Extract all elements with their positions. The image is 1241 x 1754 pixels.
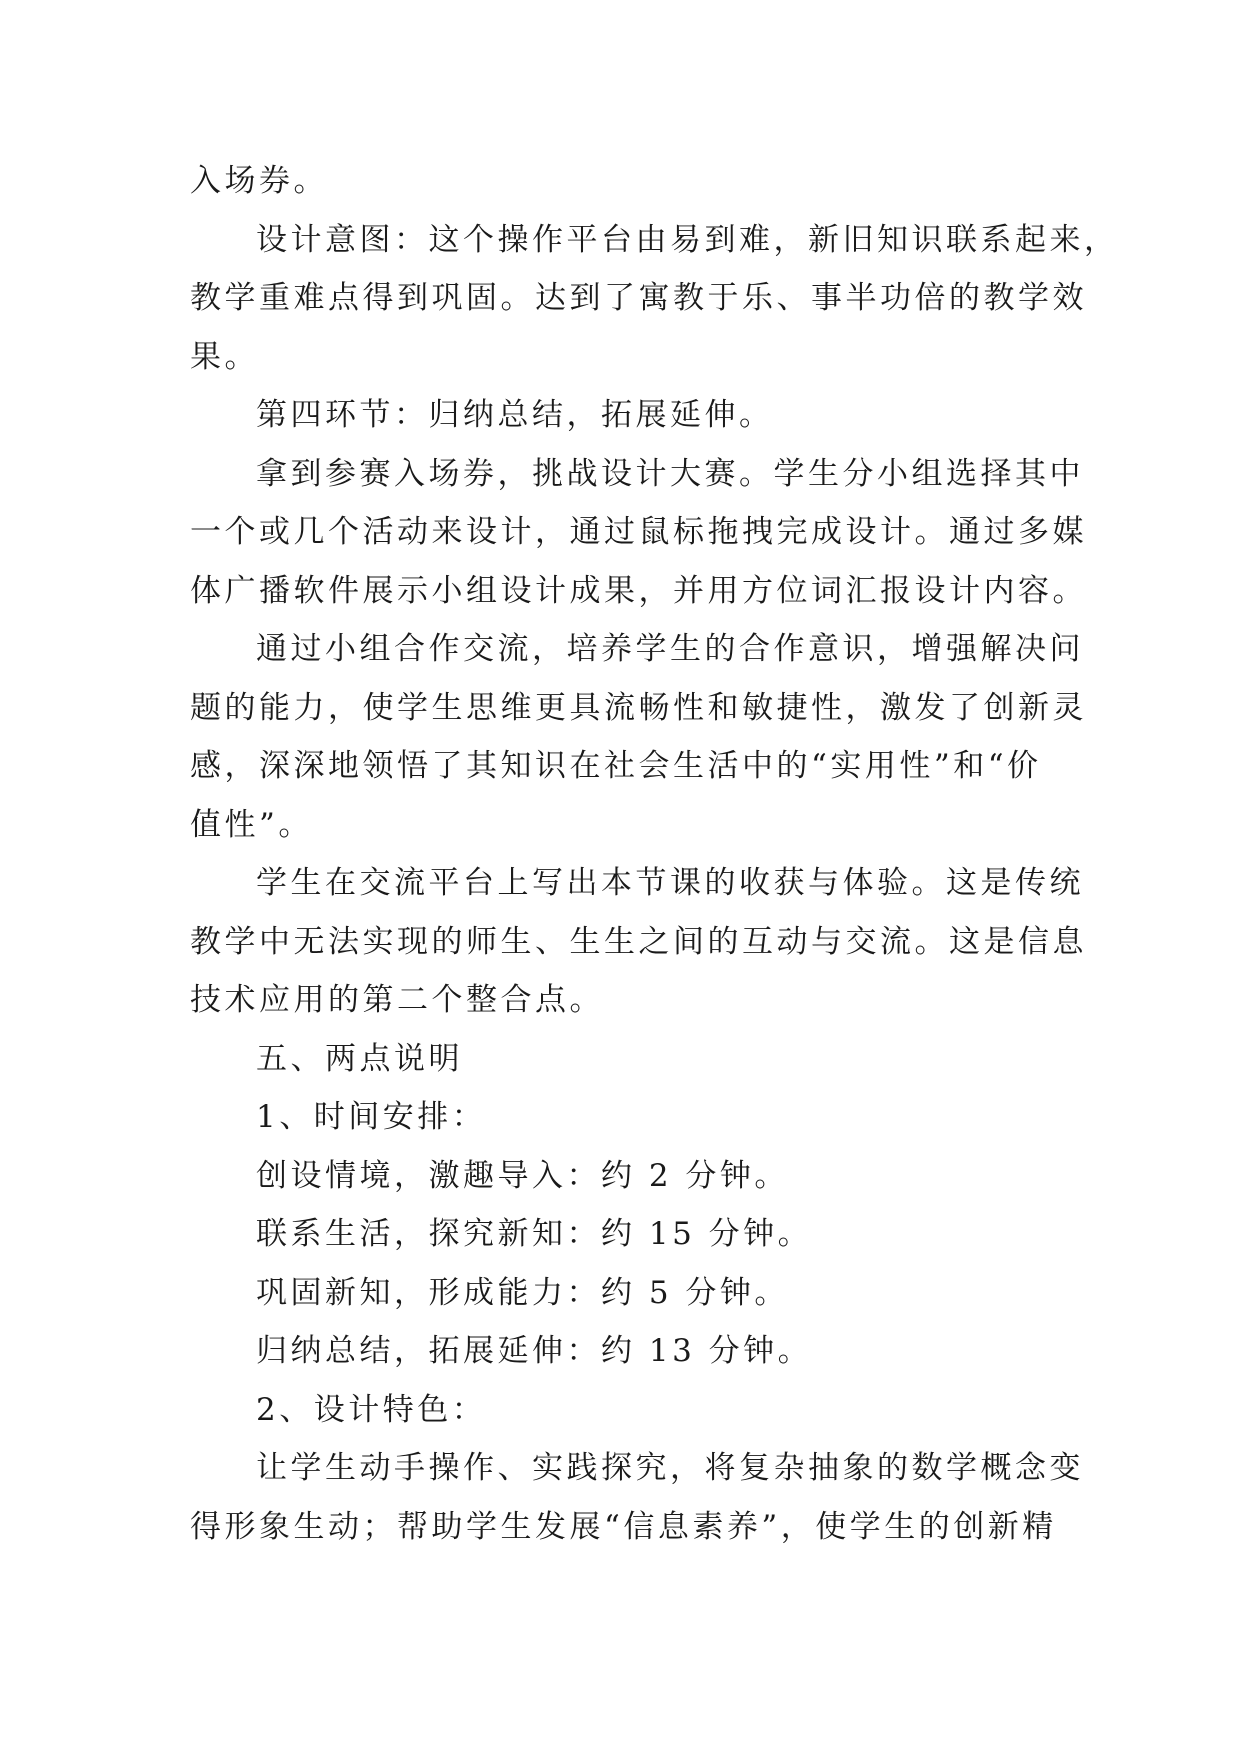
list-item: 联系生活，探究新知：约 15 分钟。 [256,1216,813,1252]
text-line: 果。 [190,338,259,375]
text-line: 值性”。 [190,806,313,843]
text-line: 拿到参赛入场券，挑战设计大赛。学生分小组选择其中 [256,455,1084,492]
text-line: 教学中无法实现的师生、生生之间的互动与交流。这是信息 [190,923,1087,960]
text-line: 感，深深地领悟了其知识在社会生活中的“实用性”和“价 [190,748,1042,784]
list-item: 创设情境，激趣导入：约 2 分钟。 [256,1157,789,1194]
text-line: 体广播软件展示小组设计成果，并用方位词汇报设计内容。 [190,572,1087,609]
list-item: 归纳总结，拓展延伸：约 13 分钟。 [256,1333,813,1369]
text-line: 通过小组合作交流，培养学生的合作意识，增强解决问 [256,631,1084,667]
text-line: 得形象生动；帮助学生发展“信息素养”，使学生的创新精 [190,1508,1057,1545]
text-line: 题的能力，使学生思维更具流畅性和敏捷性，激发了创新灵 [190,689,1087,726]
list-item: 巩固新知，形成能力：约 5 分钟。 [256,1274,789,1311]
text-line: 教学重难点得到巩固。达到了寓教于乐、事半功倍的教学效 [190,280,1087,316]
text-line: 入场券。 [190,163,328,199]
text-line: 一个或几个活动来设计，通过鼠标拖拽完成设计。通过多媒 [190,514,1087,550]
section-heading: 第四环节：归纳总结，拓展延伸。 [256,397,774,433]
text-line: 设计意图：这个操作平台由易到难，新旧知识联系起来， [256,221,1119,258]
subsection-heading: 2、设计特色： [256,1391,487,1428]
subsection-heading: 1、时间安排： [256,1099,487,1135]
text-line: 学生在交流平台上写出本节课的收获与体验。这是传统 [256,865,1084,901]
text-line: 让学生动手操作、实践探究，将复杂抽象的数学概念变 [256,1450,1084,1486]
text-line: 技术应用的第二个整合点。 [190,982,604,1018]
section-heading: 五、两点说明 [256,1040,463,1077]
body-text [190,152,1119,1556]
